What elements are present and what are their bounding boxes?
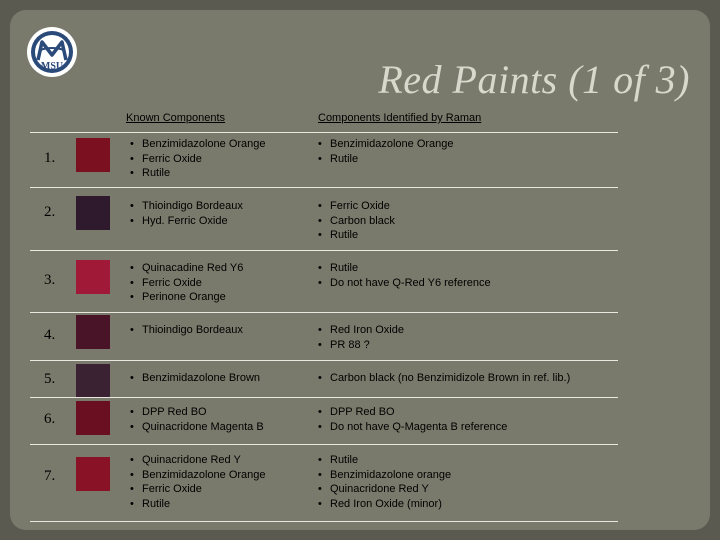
- known-component-item: • Benzimidazolone Orange: [130, 468, 266, 483]
- known-components-list: [130, 137, 266, 181]
- row-divider: [30, 397, 618, 398]
- known-components-list: [130, 405, 264, 434]
- slide-title: Red Paints (1 of 3): [378, 57, 690, 102]
- known-component-item: • Ferric Oxide: [130, 276, 243, 291]
- known-component-item: • Ferric Oxide: [130, 482, 266, 497]
- known-component-item: • Ferric Oxide: [130, 152, 266, 167]
- known-components-list: [130, 261, 243, 305]
- raman-components-list: [318, 137, 454, 166]
- row-number: 1.: [44, 150, 56, 166]
- raman-component-item: • Do not have Q-Red Y6 reference: [318, 276, 491, 291]
- raman-components-list: [318, 261, 491, 290]
- raman-component-item: • Benzimidazolone Orange: [318, 137, 454, 152]
- paint-swatch: [76, 196, 110, 230]
- header-raman-components: Components Identified by Raman: [318, 112, 482, 124]
- raman-component-item: • Quinacridone Red Y: [318, 482, 451, 497]
- raman-component-item: • Carbon black (no Benzimidizole Brown in ref. lib.): [318, 371, 570, 386]
- paint-swatch: [76, 457, 110, 491]
- known-component-item: • Thioindigo Bordeaux: [130, 323, 243, 338]
- row-divider: [30, 444, 618, 445]
- paint-swatch: [76, 260, 110, 294]
- known-components-list: [130, 453, 266, 511]
- row-divider: [30, 521, 618, 522]
- known-component-item: • Rutile: [130, 166, 266, 181]
- raman-components-list: [318, 371, 570, 386]
- row-divider: [30, 312, 618, 313]
- raman-component-item: • Red Iron Oxide: [318, 323, 404, 338]
- known-component-item: • Perinone Orange: [130, 290, 243, 305]
- known-components-list: [130, 199, 243, 228]
- row-number: 2.: [44, 204, 56, 220]
- raman-components-list: [318, 453, 451, 511]
- known-component-item: • Quinacadine Red Y6: [130, 261, 243, 276]
- row-divider: [30, 187, 618, 188]
- raman-components-list: [318, 199, 395, 243]
- row-number: 6.: [44, 411, 56, 427]
- known-components-list: [130, 371, 260, 386]
- known-component-item: • DPP Red BO: [130, 405, 264, 420]
- raman-component-item: • PR 88 ?: [318, 338, 404, 353]
- paint-swatch: [76, 315, 110, 349]
- known-component-item: • Hyd. Ferric Oxide: [130, 214, 243, 229]
- known-component-item: • Quinacridone Magenta B: [130, 420, 264, 435]
- paint-swatch: [76, 401, 110, 435]
- known-component-item: • Quinacridone Red Y: [130, 453, 266, 468]
- raman-component-item: • Rutile: [318, 261, 491, 276]
- row-divider: [30, 360, 618, 361]
- raman-component-item: • DPP Red BO: [318, 405, 507, 420]
- raman-component-item: • Red Iron Oxide (minor): [318, 497, 451, 512]
- known-component-item: • Rutile: [130, 497, 266, 512]
- paint-swatch: [76, 364, 110, 398]
- paint-swatch: [76, 138, 110, 172]
- raman-component-item: • Ferric Oxide: [318, 199, 395, 214]
- known-component-item: • Thioindigo Bordeaux: [130, 199, 243, 214]
- row-number: 3.: [44, 272, 56, 288]
- raman-component-item: • Do not have Q-Magenta B reference: [318, 420, 507, 435]
- row-number: 5.: [44, 371, 56, 387]
- header-known-components: Known Components: [126, 112, 226, 124]
- raman-component-item: • Rutile: [318, 228, 395, 243]
- table-header-rule: [30, 132, 618, 133]
- raman-component-item: • Carbon black: [318, 214, 395, 229]
- known-components-list: [130, 323, 243, 338]
- known-component-item: • Benzimidazolone Brown: [130, 371, 260, 386]
- raman-component-item: • Rutile: [318, 453, 451, 468]
- logo-lettering: MSU: [40, 61, 64, 72]
- raman-components-list: [318, 323, 404, 352]
- raman-component-item: • Benzimidazolone orange: [318, 468, 451, 483]
- raman-component-item: • Rutile: [318, 152, 454, 167]
- university-logo-icon: [26, 26, 78, 78]
- known-component-item: • Benzimidazolone Orange: [130, 137, 266, 152]
- raman-components-list: [318, 405, 507, 434]
- row-divider: [30, 250, 618, 251]
- row-number: 4.: [44, 327, 56, 343]
- row-number: 7.: [44, 468, 56, 484]
